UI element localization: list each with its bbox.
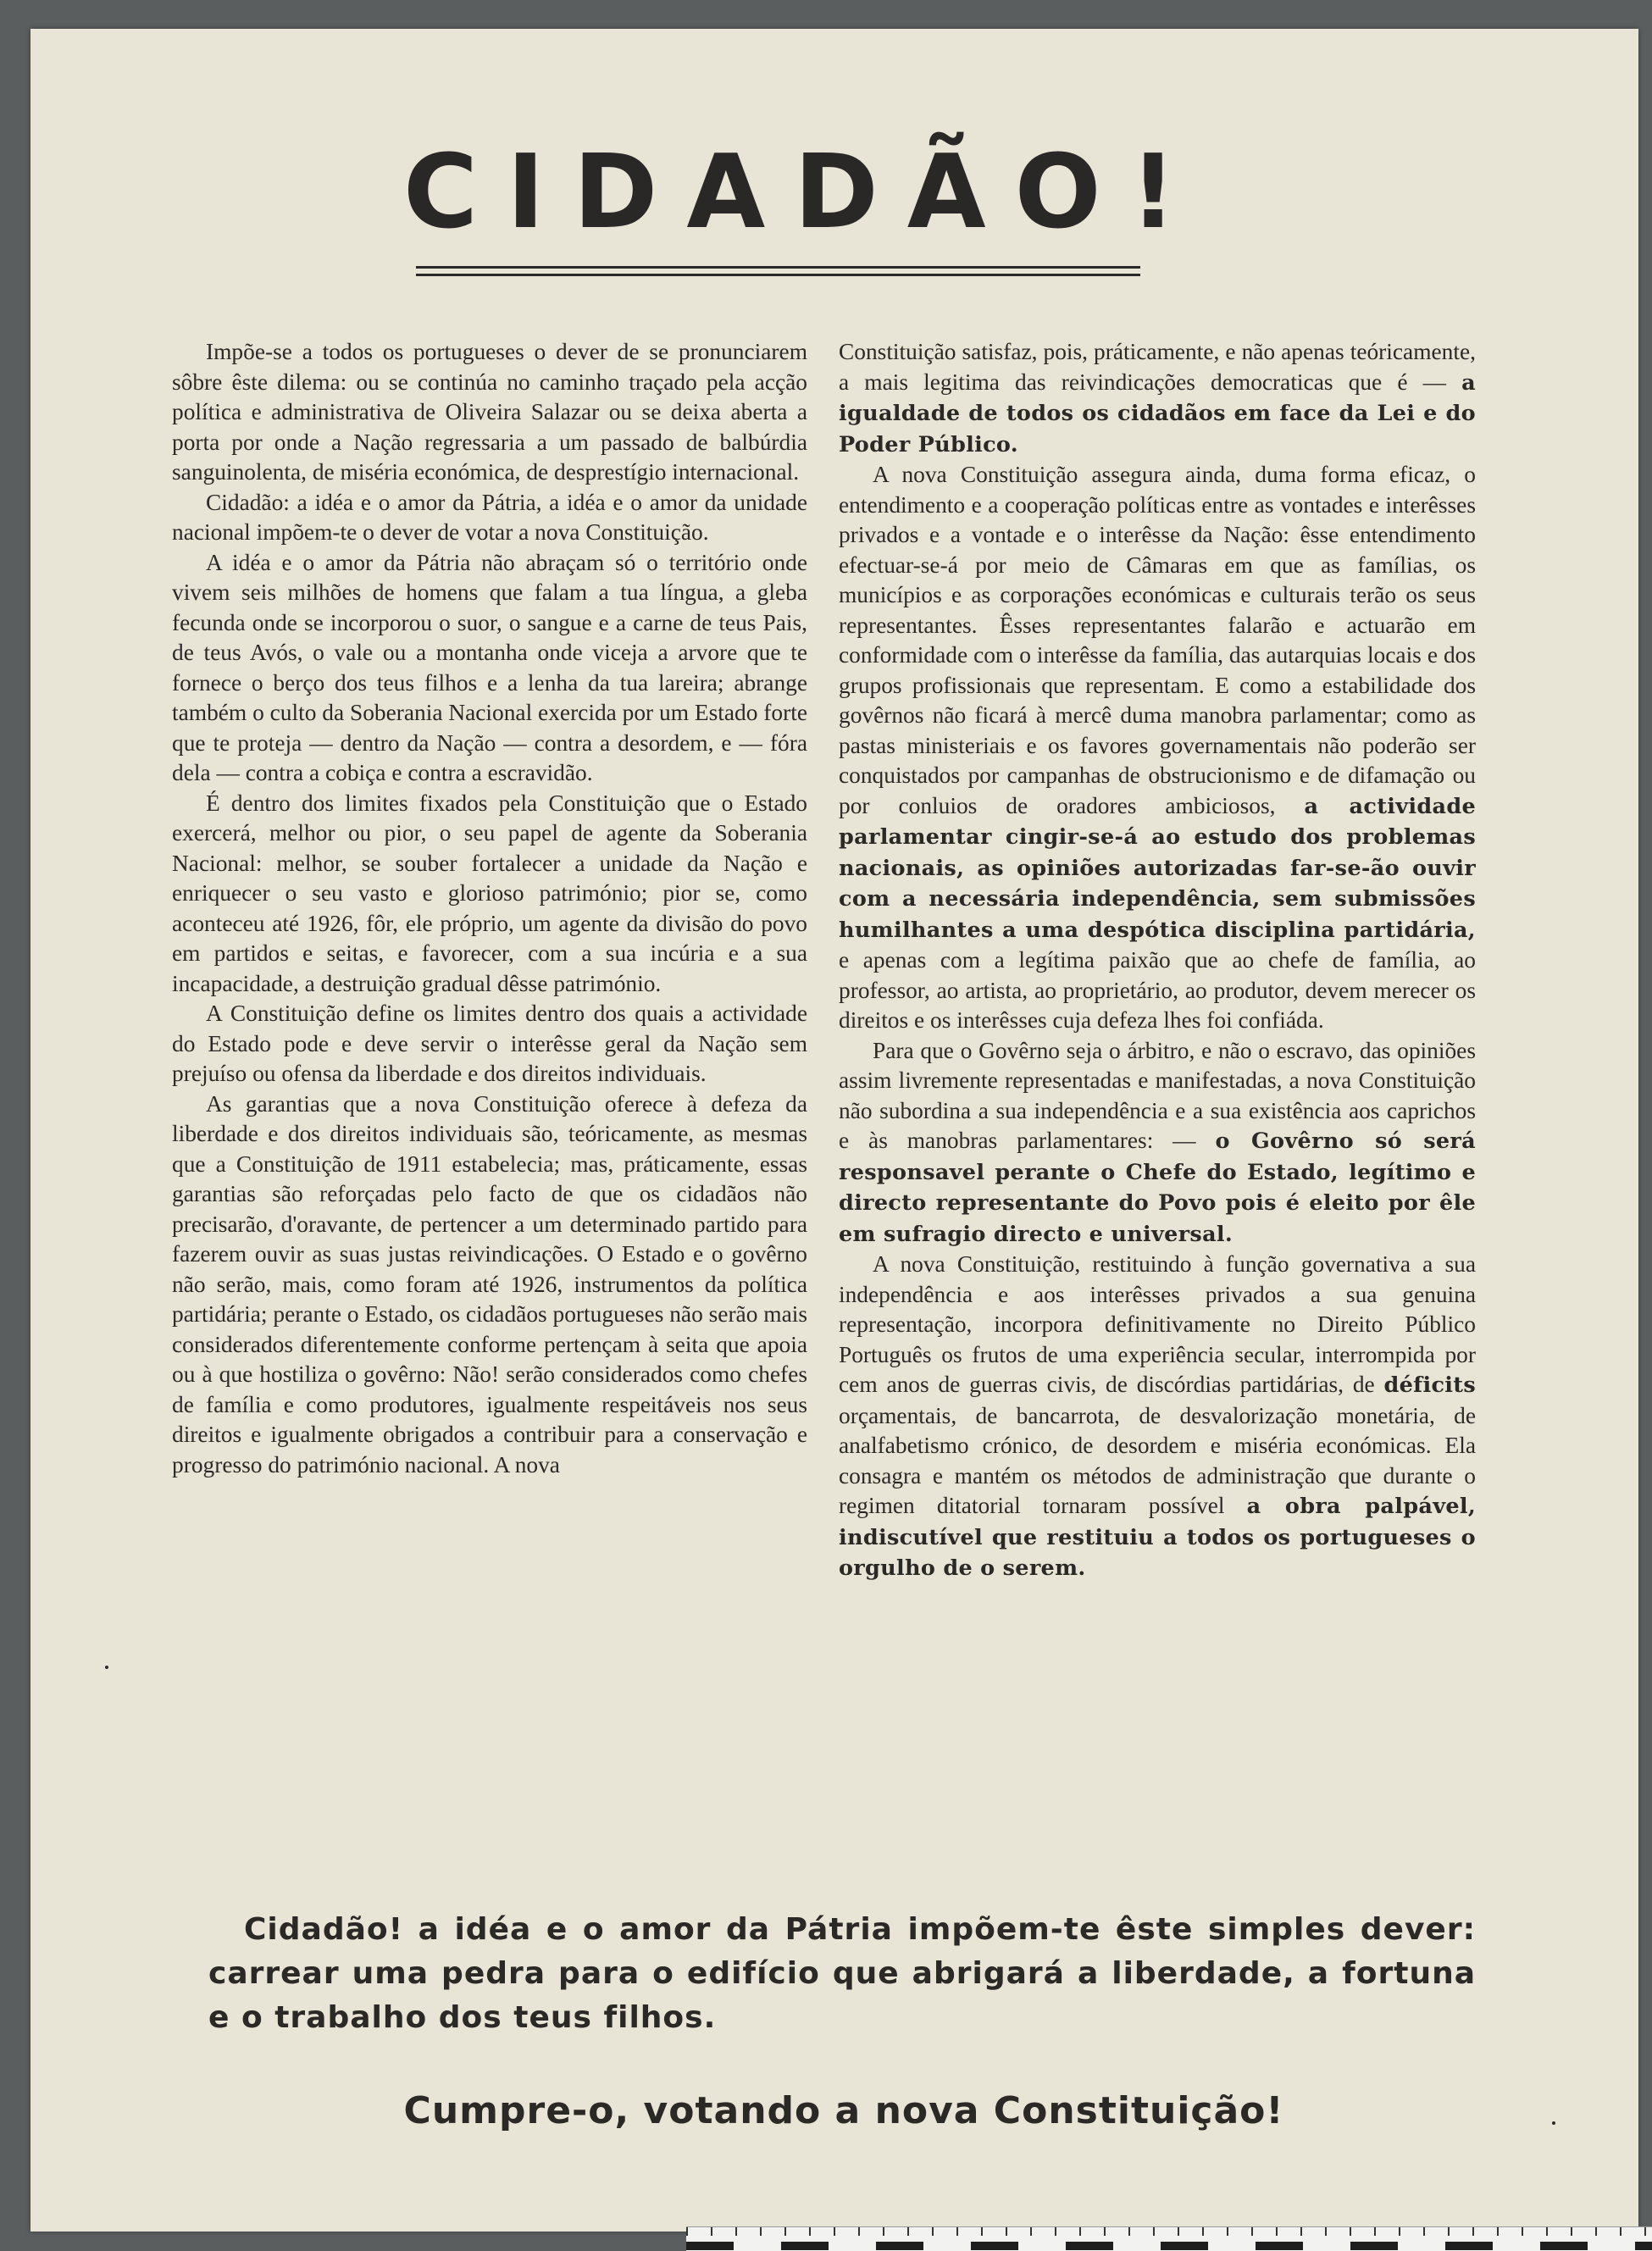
bold-emphasis: a igualdade de todos os cidadãos em face da Lei e do Poder Público. [839, 369, 1476, 457]
left-column [172, 337, 807, 1862]
paragraph-text: e apenas com a legítima paixão que ao chefe de família, ao professor, ao artista, ao proprietário, ao produtor, devem merecer os direitos e os interêsses cuja defeza lhes foi confiáda. [839, 947, 1476, 1033]
paragraph: Cidadão: a idéa e o amor da Pátria, a idéa e o amor da unidade nacional impõem-te o dever de votar a nova Constituição. [172, 489, 807, 545]
paragraph [839, 1036, 1476, 1250]
paragraph: As garantias que a nova Constituição oferece à defeza da liberdade e dos direitos individuais são, teóricamente, as mesmas que a Constituição de 1911 estabelecia; mas, práticamente, essas garantias são reforçadas pelo facto de que os cidadãos não precisarão, d'oravante, de pertencer a um determinado partido para fazerem ouvir as suas justas reivindicações. O Estado e o govêrno não serão, mais, como foram até 1926, instrumentos da política partidária; perante o Estado, os cidadãos portugueses não serão mais considerados diferentemente conforme pertençam à seita que apoia ou à que hostiliza o govêrno: Não! serão considerados como chefes de família e como produtores, igualmente respeitáveis nos seus direitos e igualmente obrigados a contribuir para a conservação e progresso do património nacional. A nova [172, 1090, 807, 1478]
paper-speck [1552, 2121, 1555, 2125]
paragraph: É dentro dos limites fixados pela Constituição que o Estado exercerá, melhor ou pior, o seu papel de agente da Soberania Nacional: melhor, se souber fortalecer a unidade da Nação e enriquecer o seu vasto e glorioso património; pior se, como aconteceu até 1926, fôr, ele próprio, um agente da divisão do povo em partidos e seitas, e favorecer, com a sua incúria e a sua incapacidade, a destruição gradual dêsse património. [172, 790, 807, 996]
paragraph-text: A nova Constituição, restituindo à função governativa a sua independência e aos interêsses privados a sua genuina representação, incorpora definitivamente no Direito Público Português os frutos de uma experiência secular, interrompida por cem anos de guerras civis, de discórdias partidárias, de [839, 1251, 1476, 1397]
title-double-rule [416, 266, 1140, 276]
paragraph [839, 460, 1476, 1036]
scale-ruler-bar [686, 2242, 1652, 2250]
paragraph-text: Para que o Govêrno seja o árbitro, e não o escravo, das opiniões assim livremente representadas e manifestadas, a nova Constituição não subordina a sua independência e a sua existência aos caprichos e às manobras parlamentares: — [839, 1037, 1476, 1153]
paper-speck [105, 1666, 108, 1669]
right-column [839, 337, 1476, 1862]
closing-exhortation: Cidadão! a idéa e o amor da Pátria impõem-te êste simples dever: carrear uma pedra para o edifício que abrigará a liberdade, a fortuna e o trabalho dos teus filhos. [208, 1912, 1476, 2035]
paragraph: A idéa e o amor da Pátria não abraçam só o território onde vivem seis milhões de homens que falam a tua língua, a gleba fecunda onde se incorporou o suor, o sangue e a carne de teus Pais, de teus Avós, o vale ou a montanha onde viceja a arvore que te fornece o berço dos teus filhos e a lenha da tua lareira; abrange também o culto da Soberania Nacional exercida por um Estado forte que te proteja — dentro da Nação — contra a desordem, e — fóra dela — contra a cobiça e contra a escravidão. [172, 549, 807, 785]
paragraph-text: A nova Constituição assegura ainda, duma forma eficaz, o entendimento e a cooperação políticas entre as vontades e interêsses privados e a vontade e o interêsse da Nação: êsse entendimento efectuar-se-á por meio de Câmaras em que as famílias, os municípios e as corporações económicas e culturais terão os seus representantes. Êsses representantes falarão e actuarão em conformidade com o interêsse da família, das autarquias locais e dos grupos profissionais que representam. E como a estabilidade dos govêrnos não ficará à mercê duma manobra parlamentar; como as pastas ministeriais e os favores governamentais não poderão ser conquistados por campanhas de obstrucionismo e de difamação ou por conluios de oradores ambiciosos, [839, 462, 1476, 818]
final-call-to-vote: Cumpre-o, votando a nova Constituição! [403, 2089, 1284, 2132]
bold-emphasis: a actividade parlamentar cingir-se-á ao estudo dos problemas nacionais, as opiniões autorizadas far-se-ão ouvir com a necessária independência, sem submissões humilhantes a uma despótica disciplina partidária, [839, 793, 1476, 943]
bold-emphasis: o Govêrno só será responsavel perante o Chefe do Estado, legítimo e directo representante do Povo pois é eleito por êle em sufragio directo e universal. [839, 1128, 1476, 1247]
bold-emphasis: déficits [1383, 1372, 1476, 1398]
paragraph-text: Constituição satisfaz, pois, práticamente, e não apenas teóricamente, a mais legitima das reivindicações democraticas que é — [839, 339, 1476, 395]
paragraph-text: orçamentais, de bancarrota, de desvalorização monetária, de analfabetismo crónico, de desordem e miséria económicas. Ela consagra e mantém os métodos de administração que durante o regimen ditatorial tornaram possível [839, 1402, 1476, 1518]
paragraph [839, 1250, 1476, 1584]
poster-title: CIDADÃO! [403, 134, 1206, 252]
paragraph: A Constituição define os limites dentro dos quais a actividade do Estado pode e deve servir o interêsse geral da Nação sem prejuíso ou ofensa da liberdade e dos direitos individuais. [172, 1001, 807, 1086]
paragraph [839, 337, 1476, 460]
bold-emphasis: a obra palpável, indiscutível que restituiu a todos os portugueses o orgulho de o serem. [839, 1494, 1476, 1581]
paragraph: Impõe-se a todos os portugueses o dever de se pronunciarem sôbre êste dilema: ou se continúa no caminho traçado pela acção política e administrativa de Oliveira Salazar ou se deixa aberta a porta por onde a Nação regressaria a um passado de balbúrdia sanguinolenta, de miséria económica, de desprestígio internacional. [172, 339, 807, 485]
